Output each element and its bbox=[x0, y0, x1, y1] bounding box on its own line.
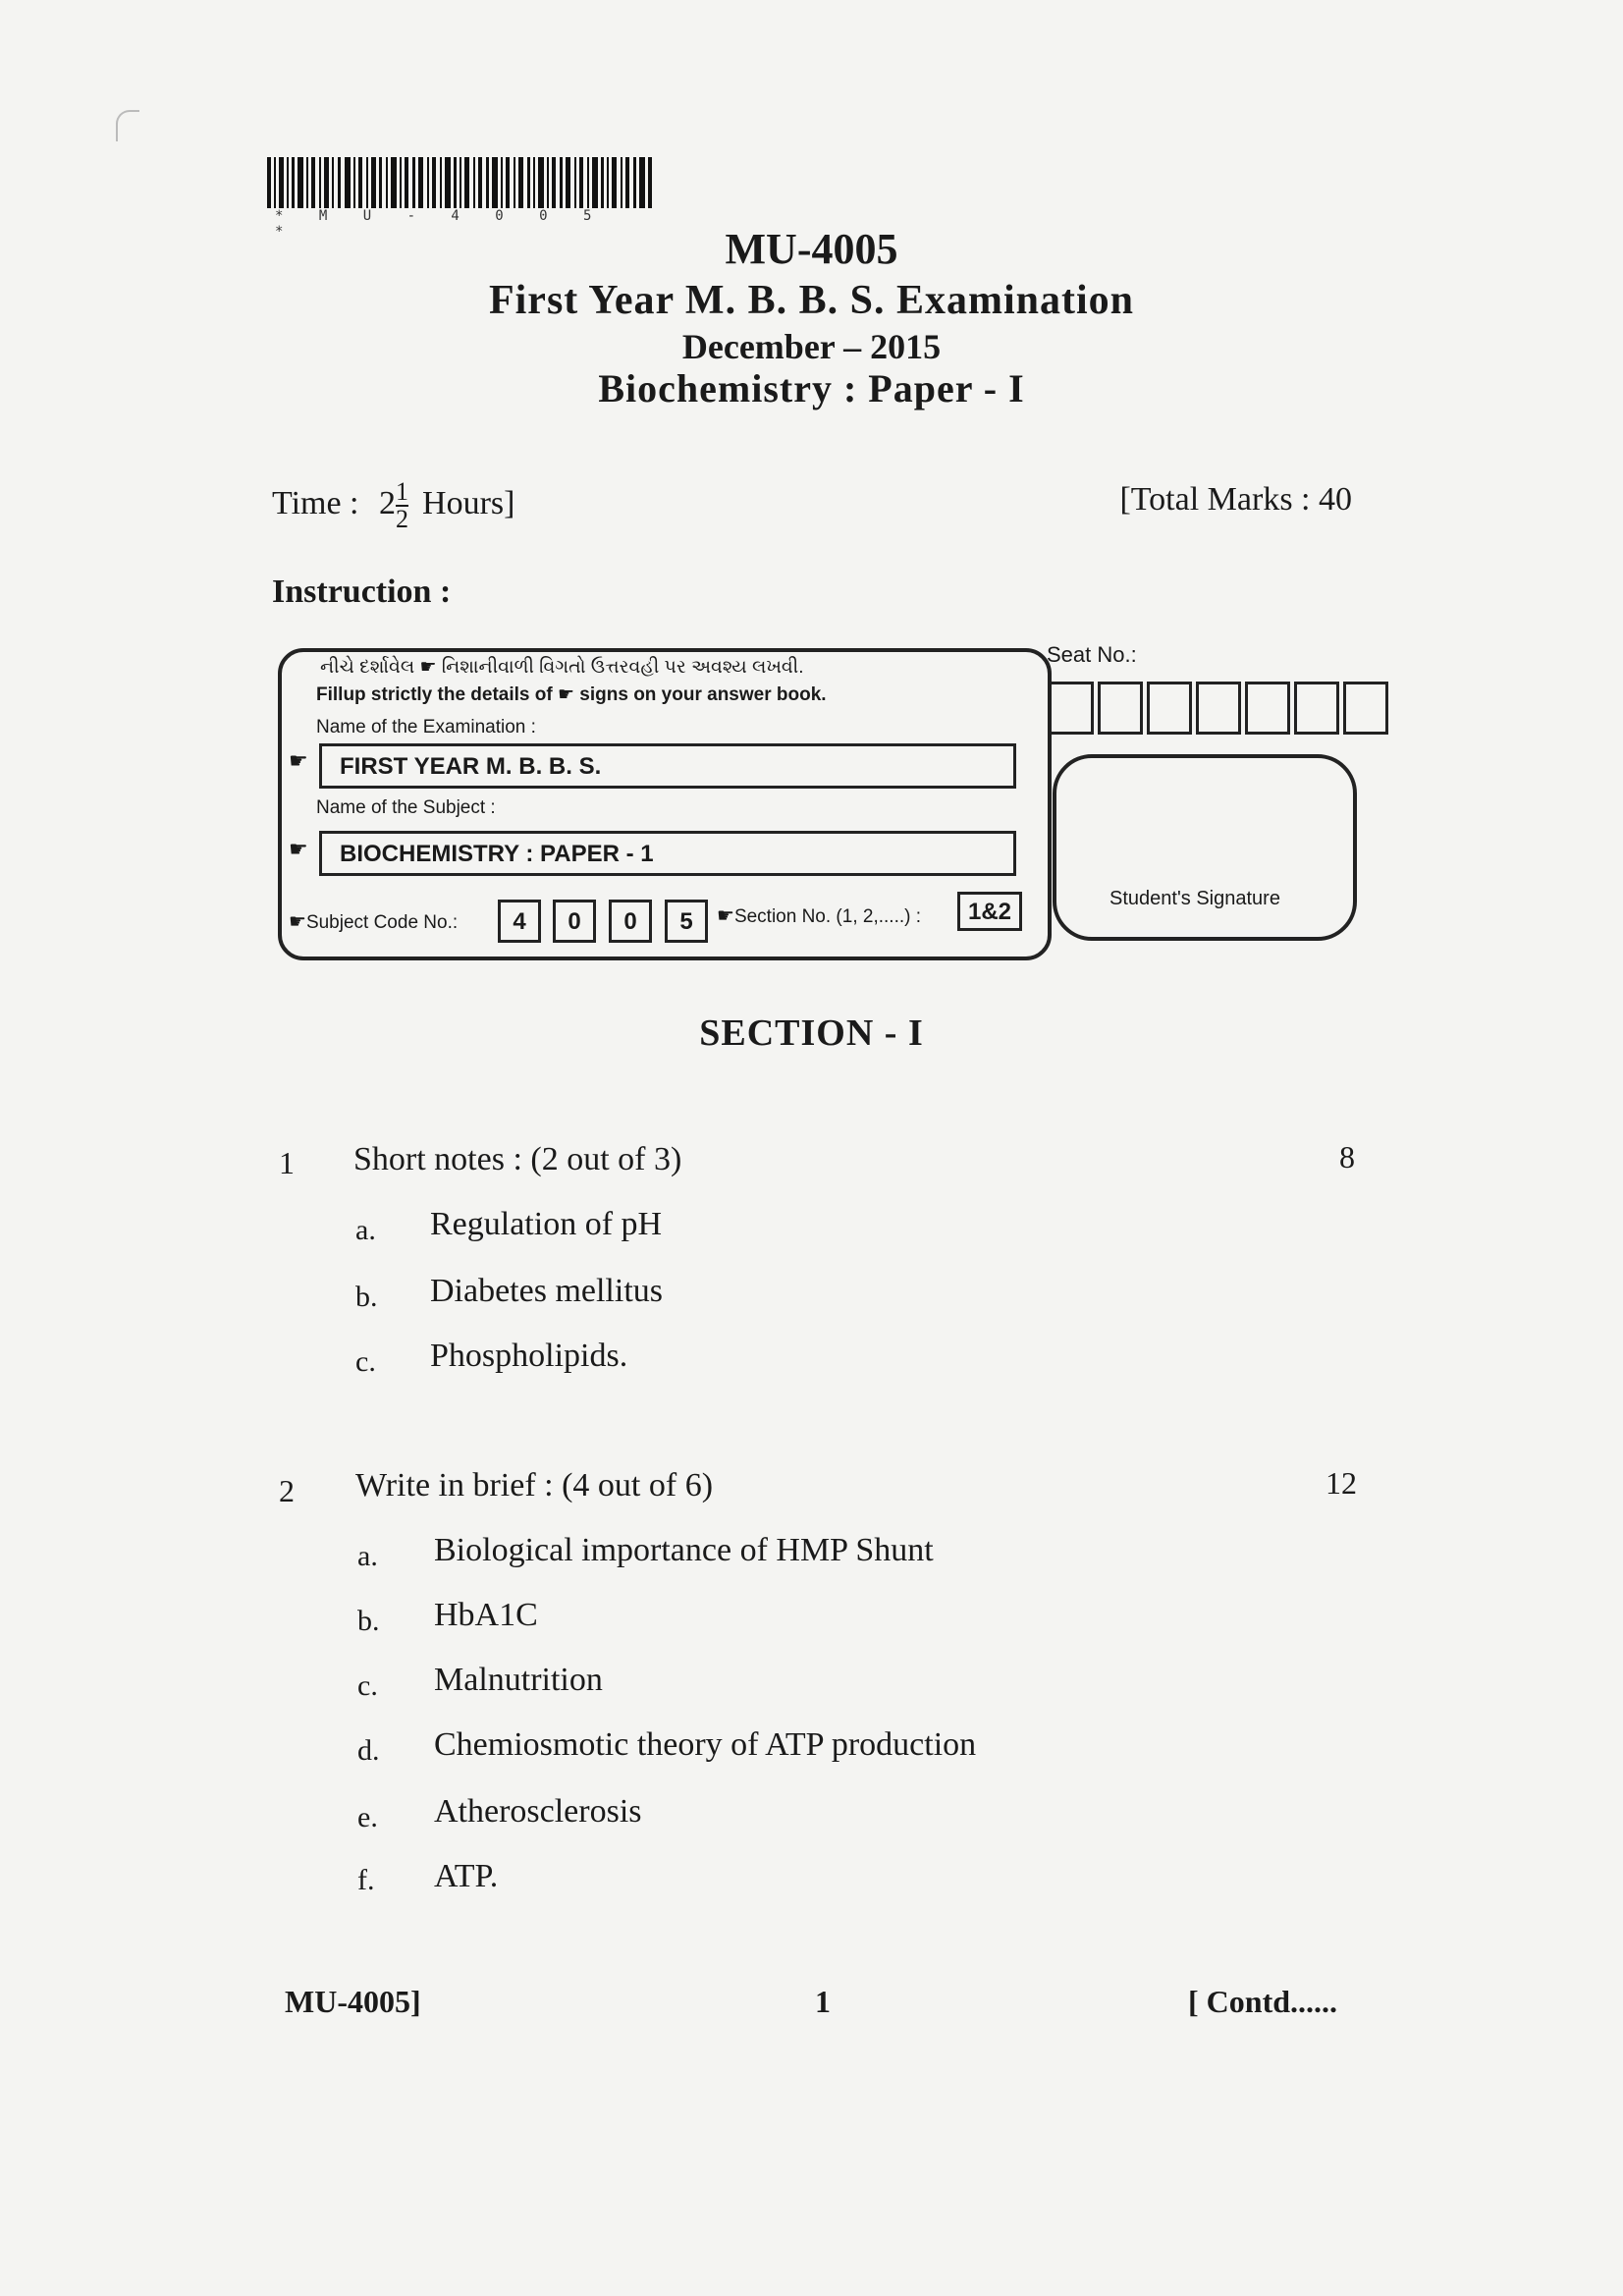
section-no-row bbox=[717, 903, 921, 928]
subject-code-digit: 4 bbox=[498, 900, 541, 943]
paper-title: Biochemistry : Paper - I bbox=[598, 366, 1025, 410]
gujarati-instruction: નીચે દર્શાવેલ ☛ નિશાનીવાળી વિગતો ઉત્તરવહી પર અવશ્ય લખવી. bbox=[320, 657, 804, 678]
item-label: b. bbox=[355, 1281, 378, 1313]
time-unit: Hours] bbox=[422, 484, 515, 521]
seat-no-boxes bbox=[1049, 682, 1392, 737]
seat-no-cell bbox=[1343, 682, 1388, 735]
pointer-icon: ☛ bbox=[289, 748, 308, 773]
subject-code-digit: 5 bbox=[665, 900, 708, 943]
item-text: Diabetes mellitus bbox=[430, 1273, 664, 1309]
time-whole: 2 bbox=[379, 484, 397, 521]
subject-code-digit: 0 bbox=[553, 900, 596, 943]
total-marks: [Total Marks : 40 bbox=[1119, 481, 1352, 518]
subject-label: Name of the Subject : bbox=[316, 797, 496, 818]
section-no-label: Section No. (1, 2,.....) : bbox=[733, 906, 922, 927]
page-number: 1 bbox=[815, 1984, 831, 2019]
question-text: Short notes : (2 out of 3) bbox=[353, 1141, 682, 1177]
item-label: b. bbox=[357, 1605, 380, 1637]
item-text: Malnutrition bbox=[434, 1662, 603, 1698]
subject-code-row bbox=[289, 909, 458, 934]
subject-value: BIOCHEMISTRY : PAPER - 1 bbox=[319, 831, 1016, 876]
seat-no-cell bbox=[1245, 682, 1290, 735]
item-label: c. bbox=[355, 1345, 376, 1378]
item-label: c. bbox=[357, 1669, 378, 1702]
item-label: a. bbox=[355, 1214, 376, 1246]
item-text: HbA1C bbox=[434, 1597, 538, 1633]
question-number: 1 bbox=[279, 1145, 295, 1180]
question-marks: 12 bbox=[1325, 1465, 1357, 1501]
exam-title: First Year M. B. B. S. Examination bbox=[488, 278, 1134, 323]
seat-no-cell bbox=[1098, 682, 1143, 735]
subject-code-label: Subject Code No.: bbox=[305, 912, 459, 933]
barcode-text: * M U - 4 0 0 5 * bbox=[275, 208, 606, 240]
barcode bbox=[267, 157, 652, 208]
exam-name-label: Name of the Examination : bbox=[316, 717, 536, 738]
time-label: Time : bbox=[272, 484, 359, 521]
item-text: Chemiosmotic theory of ATP production bbox=[434, 1726, 977, 1763]
time-denominator: 2 bbox=[396, 505, 409, 533]
section-no-value: 1&2 bbox=[957, 892, 1022, 931]
seat-no-cell bbox=[1294, 682, 1339, 735]
question-marks: 8 bbox=[1339, 1139, 1355, 1175]
item-text: ATP. bbox=[434, 1858, 499, 1894]
seat-no-cell bbox=[1196, 682, 1241, 735]
item-label: e. bbox=[357, 1801, 378, 1833]
item-text: Atherosclerosis bbox=[434, 1793, 642, 1830]
time-numerator: 1 bbox=[396, 477, 409, 506]
continued-label: [ Contd...... bbox=[1188, 1984, 1338, 2019]
signature-box bbox=[1053, 754, 1357, 941]
seat-no-cell bbox=[1147, 682, 1192, 735]
section-title: SECTION - I bbox=[699, 1012, 924, 1054]
subject-code-digit: 0 bbox=[609, 900, 652, 943]
item-text: Regulation of pH bbox=[430, 1206, 663, 1242]
question-text: Write in brief : (4 out of 6) bbox=[355, 1467, 714, 1503]
paper-code: MU-4005 bbox=[725, 225, 898, 273]
item-label: a. bbox=[357, 1540, 378, 1572]
pointer-icon: ☛ bbox=[289, 837, 308, 861]
time-allowed bbox=[272, 479, 514, 532]
exam-name-value: FIRST YEAR M. B. B. S. bbox=[319, 743, 1016, 789]
item-label: f. bbox=[357, 1864, 375, 1896]
item-text: Biological importance of HMP Shunt bbox=[434, 1532, 934, 1568]
pointer-icon: ☛ bbox=[717, 905, 734, 927]
seat-no-label: Seat No.: bbox=[1047, 642, 1137, 667]
exam-date: December – 2015 bbox=[681, 327, 942, 366]
seat-no-cell bbox=[1049, 682, 1094, 735]
fillup-instruction: Fillup strictly the details of ☛ signs on your answer book. bbox=[316, 684, 827, 705]
item-label: d. bbox=[357, 1734, 380, 1767]
signature-label: Student's Signature bbox=[1109, 888, 1280, 909]
item-text: Phospholipids. bbox=[430, 1338, 628, 1374]
instruction-label: Instruction : bbox=[272, 574, 452, 610]
time-fraction bbox=[396, 479, 408, 532]
scan-mark bbox=[116, 110, 139, 141]
footer-paper-code: MU-4005] bbox=[285, 1984, 421, 2019]
question-number: 2 bbox=[279, 1473, 295, 1508]
pointer-icon: ☛ bbox=[289, 911, 306, 933]
